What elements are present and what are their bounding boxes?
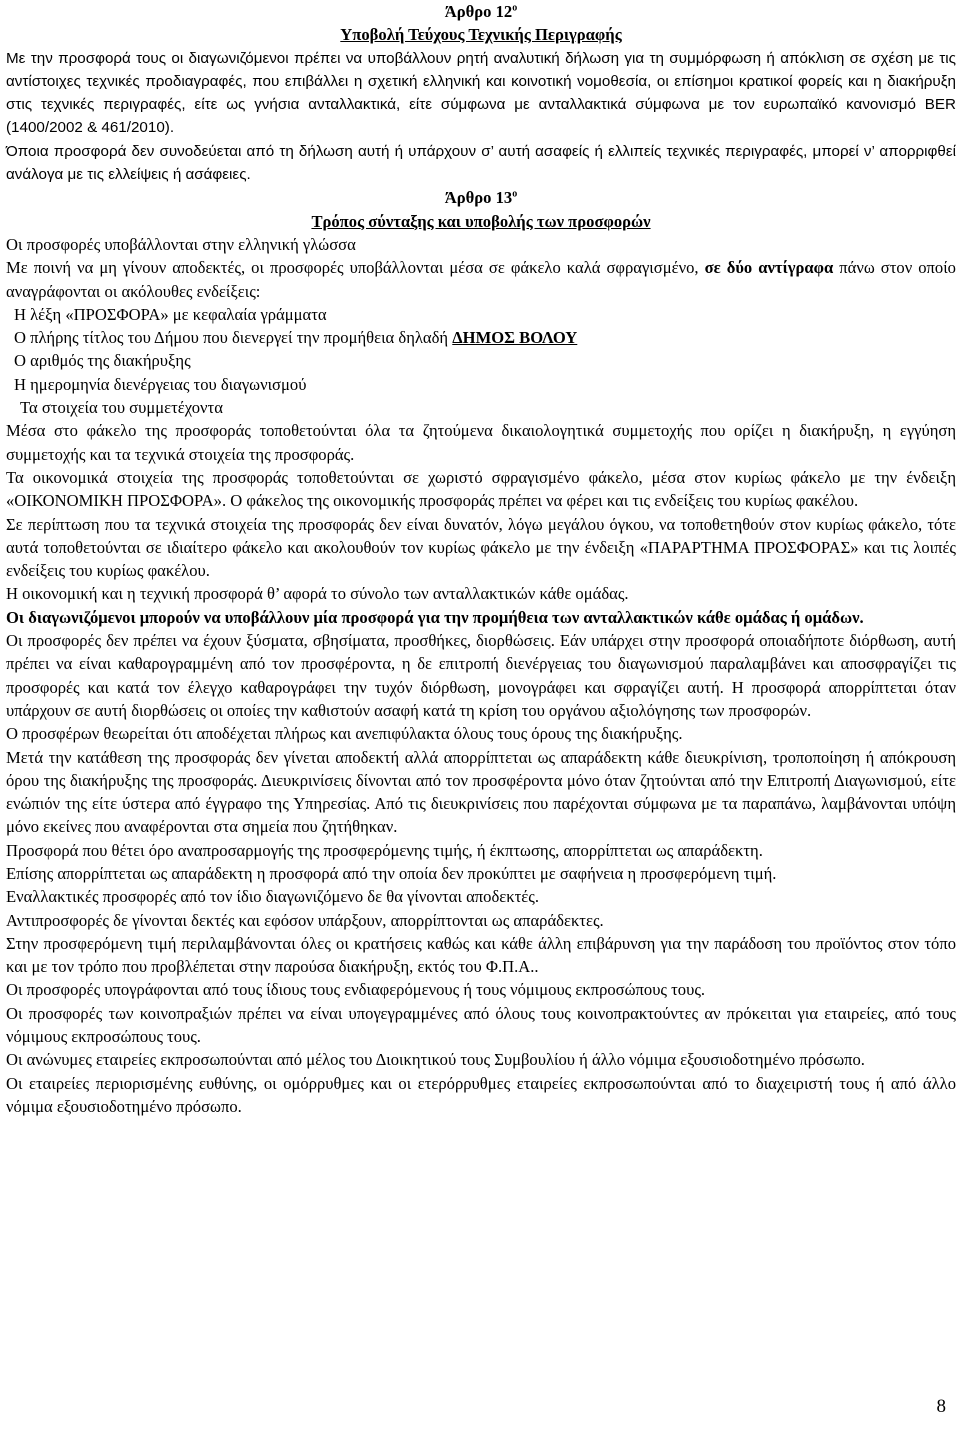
list-item: Η λέξη «ΠΡΟΣΦΟΡΑ» με κεφαλαία γράμματα xyxy=(14,304,327,324)
article-12-subtitle: Υποβολή Τεύχους Τεχνικής Περιγραφής xyxy=(340,25,622,45)
paragraph: Προσφορά που θέτει όρο αναπροσαρμογής της προσφερόμενης τιμής, ή έκπτωσης, απορρίπτεται ως απαράδεκτη. xyxy=(6,840,763,860)
paragraph: Οι ανώνυμες εταιρείες εκπροσωπούνται από μέλος του Διοικητικού τους Συμβουλίου ή άλλο νόμιμα εξουσιοδοτημένο πρόσωπο. xyxy=(6,1050,865,1070)
paragraph: Σε περίπτωση που τα τεχνικά στοιχεία της προσφοράς δεν είναι δυνατόν, λόγω μεγάλου όγκου, να τοποθετηθούν στον κυρίως φάκελο, τότε αυτά τοποθετούνται σε ιδιαίτερο φάκελο και ακολουθούν τον κυρίως φάκελο με την ένδειξη «ΠΑΡΑΡΤΗΜΑ ΠΡΟΣΦΟΡΑΣ» και τις λοιπές ενδείξεις του κυρίως φακέλου. xyxy=(6,514,956,581)
article-12-paragraph: Με την προσφορά τους οι διαγωνιζόμενοι πρέπει να υποβάλλουν ρητή αναλυτική δήλωση για τη συμμόρφωση ή απόκλιση σε σχέση με τις αντίστοιχες τεχνικές προδιαγραφές, που επιβάλλει η σχετική ελληνική και κοινοτική νομοθεσία, οι επίσημοι κρατικοί φορείς και η διακήρυξη στις τεχνικές περιγραφές, είτε ως γνήσια ανταλλακτικά, είτε σύμφωνα με ανταλλακτικά σύμφωνα με τον ευρωπαϊκό κανονισμό BER (1400/2002 & 461/2010). xyxy=(6,49,956,137)
list-item: Ο πλήρης τίτλος του Δήμου που διενεργεί την προμήθεια δηλαδή ΔΗΜΟΣ ΒΟΛΟΥ xyxy=(14,328,578,348)
paragraph: Οι εταιρείες περιορισμένης ευθύνης, οι ομόρρυθμες και οι ετερόρρυθμες εταιρείες εκπροσωπούνται από το διαχειριστή τους ή από άλλο νόμιμα εξουσιοδοτημένο πρόσωπο. xyxy=(6,1073,956,1116)
paragraph: Εναλλακτικές προσφορές από τον ίδιο διαγωνιζόμενο δε θα γίνονται αποδεκτές. xyxy=(6,887,539,907)
paragraph: Η οικονομική και η τεχνική προσφορά θ’ αφορά το σύνολο των ανταλλακτικών κάθε ομάδας. xyxy=(6,584,629,604)
paragraph: Αντιπροσφορές δε γίνονται δεκτές και εφόσον υπάρξουν, απορρίπτονται ως απαράδεκτες. xyxy=(6,910,604,930)
list-item: Τα στοιχεία του συμμετέχοντα xyxy=(20,398,223,418)
list-item: Ο αριθμός της διακήρυξης xyxy=(14,351,191,371)
paragraph: Με ποινή να μη γίνουν αποδεκτές, οι προσφορές υποβάλλονται μέσα σε φάκελο καλά σφραγισμένο, σε δύο αντίγραφα πάνω στον οποίο αναγράφονται οι ακόλουθες ενδείξεις: xyxy=(6,258,956,301)
paragraph: Οι προσφορές υποβάλλονται στην ελληνική γλώσσα xyxy=(6,234,356,254)
paragraph-bold: Οι διαγωνιζόμενοι μπορούν να υποβάλλουν μία προσφορά για την προμήθεια των ανταλλακτικών κάθε ομάδας ή ομάδων. xyxy=(6,607,864,627)
paragraph: Οι προσφορές των κοινοπραξιών πρέπει να είναι υπογεγραμμένες από όλους τους κοινοπρακτούντες αν πρόκειται για εταιρείες, από τους νόμιμους εκπροσώπους τους. xyxy=(6,1003,956,1047)
article-13-heading: Άρθρο $13^o$ xyxy=(444,188,518,208)
document-page xyxy=(6,0,956,1118)
paragraph: Μέσα στο φάκελο της προσφοράς τοποθετούνται όλα τα ζητούμενα δικαιολογητικά συμμετοχής που ορίζει η διακήρυξη, η εγγύηση συμμετοχής και τα τεχνικά στοιχεία της προσφοράς. xyxy=(6,421,956,464)
paragraph: Ο προσφέρων θεωρείται ότι αποδέχεται πλήρως και ανεπιφύλακτα όλους τους όρους της διακήρυξης. xyxy=(6,724,683,744)
paragraph: Στην προσφερόμενη τιμή περιλαμβάνονται όλες οι κρατήσεις καθώς και κάθε άλλη επιβάρυνση για την παράδοση του προϊόντος στον τόπο και με τον τρόπο που προβλέπεται στην παρούσα διακήρυξη, εκτός του Φ.Π.Α.. xyxy=(6,933,956,977)
list-item: Η ημερομηνία διενέργειας του διαγωνισμού xyxy=(14,374,307,394)
paragraph: Οι προσφορές υπογράφονται από τους ίδιους τους ενδιαφερόμενους ή τους νόμιμους εκπροσώπους τους. xyxy=(6,980,706,1000)
paragraph: Μετά την κατάθεση της προσφοράς δεν γίνεται αποδεκτή αλλά απορρίπτεται ως απαράδεκτη κάθε διευκρίνιση, τροποποίηση ή απόκρουση όρου της διακήρυξης της προσφοράς. Διευκρινίσεις δίνονται από τον προσφέροντα μόνο όταν ζητούνται από την Επιτροπή Διαγωνισμού, είτε ενώπιόν της είτε ύστερα από έγγραφο της Υπηρεσίας. Από τις διευκρινίσεις που παρέχονται σύμφωνα με τα παραπάνω, λαμβάνονται υπόψη μόνο εκείνες που αναφέρονται στα σημεία που ζητήθηκαν. xyxy=(6,747,956,837)
page-number: 8 xyxy=(936,1396,946,1417)
paragraph: Τα οικονομικά στοιχεία της προσφοράς τοποθετούνται σε χωριστό σφραγισμένο φάκελο, μέσα στον κυρίως φάκελο με την ένδειξη «ΟΙΚΟΝΟΜΙΚΗ ΠΡΟΣΦΟΡΑ». Ο φάκελος της οικονομικής προσφοράς πρέπει να φέρει και τις ενδείξεις του κυρίως φακέλου. xyxy=(6,467,956,511)
article-12-heading: Άρθρο $12^o$ xyxy=(444,2,518,21)
article-12-paragraph: Όποια προσφορά δεν συνοδεύεται από τη δήλωση αυτή ή υπάρχουν σ’ αυτή ασαφείς ή ελλιπείς τεχνικές περιγραφές, μπορεί ν’ απορριφθεί ανάλογα με τις ελλείψεις ή ασάφειες. xyxy=(6,142,956,184)
paragraph: Οι προσφορές δεν πρέπει να έχουν ξύσματα, σβησίματα, προσθήκες, διορθώσεις. Εάν υπάρχει στην προσφορά οποιαδήποτε διόρθωση, αυτή πρέπει να είναι καθαρογραμμένη από τον προσφέροντα, η δε επιτροπή διενέργειας του διαγωνισμού παραλαμβάνει και αποσφραγίζει τις προσφορές και κατά τον έλεγχο καθαρογράφει την τυχόν διόρθωση, μονογράφει και σφραγίζει αυτή. Η προσφορά απορρίπτεται όταν υπάρχουν σε αυτή διορθώσεις οι οποίες την καθιστούν ασαφή κατά τη κρίση του οργάνου αξιολόγησης των προσφορών. xyxy=(6,631,956,720)
article-13-subtitle: Τρόπος σύνταξης και υποβολής των προσφορών xyxy=(311,211,651,231)
paragraph: Επίσης απορρίπτεται ως απαράδεκτη η προσφορά από την οποία δεν προκύπτει με σαφήνεια η προσφερόμενη τιμή. xyxy=(6,863,777,883)
